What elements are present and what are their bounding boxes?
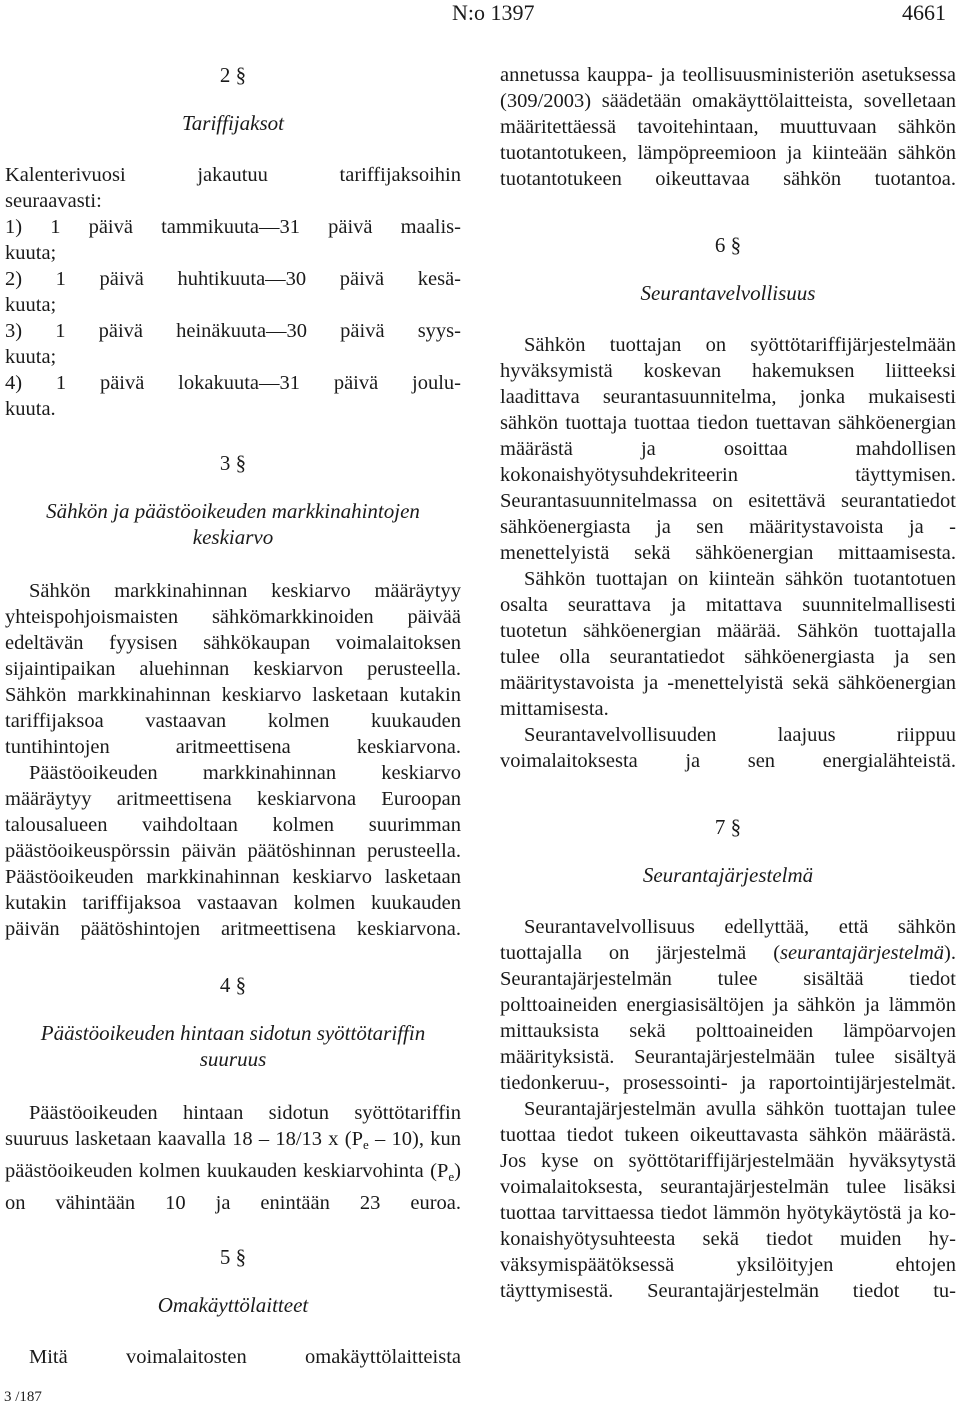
formula-subscript-1: e bbox=[363, 1137, 369, 1152]
sec2-line: 1) 1 päivä tammikuuta—31 päivä maalis- bbox=[5, 216, 461, 238]
sheet-number: 3 /187 bbox=[4, 1389, 42, 1405]
section-4-paragraph-1 bbox=[5, 1100, 461, 1216]
sec2-line: kuuta; bbox=[5, 294, 57, 316]
sec2-line: seuraavasti: bbox=[5, 190, 102, 212]
section-3 bbox=[5, 450, 461, 942]
tariff-periods-list bbox=[5, 162, 461, 422]
formula-text-c: ) on vähintään 10 ja enintään 23 euroa. bbox=[5, 1160, 461, 1214]
section-5-number: 5 § bbox=[219, 1245, 247, 1269]
section-4-title-line1: Päästöoikeuden hintaan sidotun syöttötariffin bbox=[40, 1021, 426, 1045]
sec2-line: kuuta; bbox=[5, 346, 57, 368]
section-4-title-line2: suuruus bbox=[199, 1047, 267, 1071]
section-5 bbox=[5, 1244, 461, 1370]
section-3-title-line1: Sähkön ja päästöoikeuden markkinahintojen bbox=[46, 499, 420, 523]
section-3-paragraph-1: Sähkön markkinahinnan keskiarvo määräytyy yhteispohjoismaisten sähkömarkkinoiden päivää edeltävän fyysisen sähkökaupan voimalaitoksen sijaintipaikan aluehinnan keskiarvon perusteella. Sähkön markkinahinnan keskiarvo lasketaan kutakin tariffijaksoa vastaavan kolmen kuukauden tuntihintojen aritmeettisena keskiarvona. bbox=[5, 580, 461, 758]
section-2 bbox=[5, 62, 461, 422]
sec2-line: 2) 1 päivä huhtikuuta—30 päivä kesä- bbox=[5, 268, 461, 290]
section-4-number: 4 § bbox=[219, 973, 247, 997]
section-5-paragraph-1: Mitä voimalaitosten omakäyttölaitteista bbox=[29, 1346, 461, 1368]
section-6-title: Seurantavelvollisuus bbox=[640, 281, 816, 305]
formula-subscript-2: e bbox=[448, 1169, 455, 1184]
sec7-text-b: ). Seurantajärjestelmän tulee sisältää tiedot polttoaineiden energiasisältöjen ja sähkön ja lämmön mittauksista sekä polttoaineiden lämpöarvojen määrityksistä. Seurantajärjestelmään tulee sisältyä tiedonkeruu-, prosessointi- ja raportointijärjestelmät. bbox=[500, 942, 956, 1094]
sec2-line: kuuta. bbox=[5, 398, 56, 420]
left-column bbox=[5, 62, 461, 1370]
section-2-number: 2 § bbox=[219, 63, 247, 87]
section-3-title-line2: keskiarvo bbox=[192, 525, 274, 549]
sec7-italic-term: seurantajärjestelmä bbox=[780, 942, 945, 964]
section-6-paragraph-3: Seurantavelvollisuuden laajuus riippuu voimalaitoksesta ja sen energialähteistä. bbox=[500, 724, 956, 772]
section-3-number: 3 § bbox=[219, 451, 247, 475]
section-5-title: Omakäyttölaitteet bbox=[157, 1293, 309, 1317]
section-2-title: Tariffijaksot bbox=[182, 111, 284, 135]
section-7-title: Seurantajärjestelmä bbox=[642, 863, 814, 887]
section-7-paragraph-2: Seurantajärjestelmän avulla sähkön tuottajan tulee tuottaa tiedot tukeen oikeuttavasta sähkön määrästä. Jos kyse on syöttötariffijärjestelmään hyväksytystä voimalaitoksesta, seurantajärjestelmän tulee lisäksi tuottaa tarvittaessa tiedot lämmön hyötykäytöstä ja kokonaishyötysuhteesta sekä tiedot muiden hyväksymispäätöksessä yksilöityjen ehtojen täyttymisestä. Seurantajärjestelmän tiedot tu- bbox=[500, 1098, 956, 1302]
section-5-continuation: annetussa kauppa- ja teollisuusministeriön asetuksessa (309/2003) säädetään omakäyttölaitteista, sovelletaan määritettäessä tavoitehintaan, muuttuvaan sähkön tuotantotukeen, lämpöpreemioon ja kiinteään sähkön tuotantotukeen oikeuttavaa sähkön tuotantoa. bbox=[500, 64, 956, 190]
section-7-paragraph-1 bbox=[500, 914, 956, 1096]
sec2-line: Kalenterivuosi jakautuu tariffijaksoihin bbox=[5, 164, 461, 186]
page-number: 4661 bbox=[902, 0, 946, 25]
section-3-paragraph-2: Päästöoikeuden markkinahinnan keskiarvo määräytyy aritmeettisena keskiarvona Euroopan talousalueen vaihdoltaan kolmen suurimman päästöoikeuspörssin päivän päätöshinnan perusteella. Päästöoikeuden markkinahinnan keskiarvo lasketaan kutakin tariffijaksoa vastaavan kolmen kuukauden päivän päätöshintojen aritmeettisena keskiarvona. bbox=[5, 762, 461, 940]
section-6-number: 6 § bbox=[714, 233, 742, 257]
right-column bbox=[500, 62, 956, 1304]
section-6 bbox=[500, 232, 956, 774]
section-7-number: 7 § bbox=[714, 815, 742, 839]
sec2-line: 4) 1 päivä lokakuuta—31 päivä joulu- bbox=[5, 372, 461, 394]
section-7 bbox=[500, 814, 956, 1304]
sec2-line: 3) 1 päivä heinäkuuta—30 päivä syys- bbox=[5, 320, 461, 342]
section-6-paragraph-1: Sähkön tuottajan on syöttötariffijärjestelmään hyväksymistä koskevan hakemuksen liitteeksi laadittava seurantasuunnitelma, jonka mukaisesti sähkön tuottaja tuottaa tiedon tuettavan sähköenergian määrästä ja osoittaa mahdollisen kokonaishyötysuhdekriteerin täyttymisen. Seurantasuunnitelmassa on esitettävä seurantatiedot sähköenergiasta ja sen määritystavoista ja -menettelyistä sekä sähköenergian mittaamisesta. bbox=[500, 334, 956, 564]
formula-text-b: – 10), kun päästöoikeuden kolmen kuukauden keskiarvohinta (P bbox=[5, 1128, 461, 1182]
issue-number: N:o 1397 bbox=[452, 0, 535, 25]
section-4 bbox=[5, 972, 461, 1216]
formula-text-a: Päästöoikeuden hintaan sidotun syöttötariffin suuruus lasketaan kaavalla 18 – 18/13 x (P bbox=[5, 1102, 461, 1150]
sec7-text-a: Seurantavelvollisuus edellyttää, että sähkön tuottajalla on järjestelmä ( bbox=[500, 916, 956, 964]
sec2-line: kuuta; bbox=[5, 242, 57, 264]
section-6-paragraph-2: Sähkön tuottajan on kiinteän sähkön tuotantotuen osalta seurattava ja mitattava suunnitelmallisesti tuotetun sähköenergian määrää. Sähkön tuottajalla tulee olla seurantatiedot sähköenergiasta ja sen määritystavoista ja -menettelyistä sekä sähköenergian mittamisesta. bbox=[500, 568, 956, 720]
